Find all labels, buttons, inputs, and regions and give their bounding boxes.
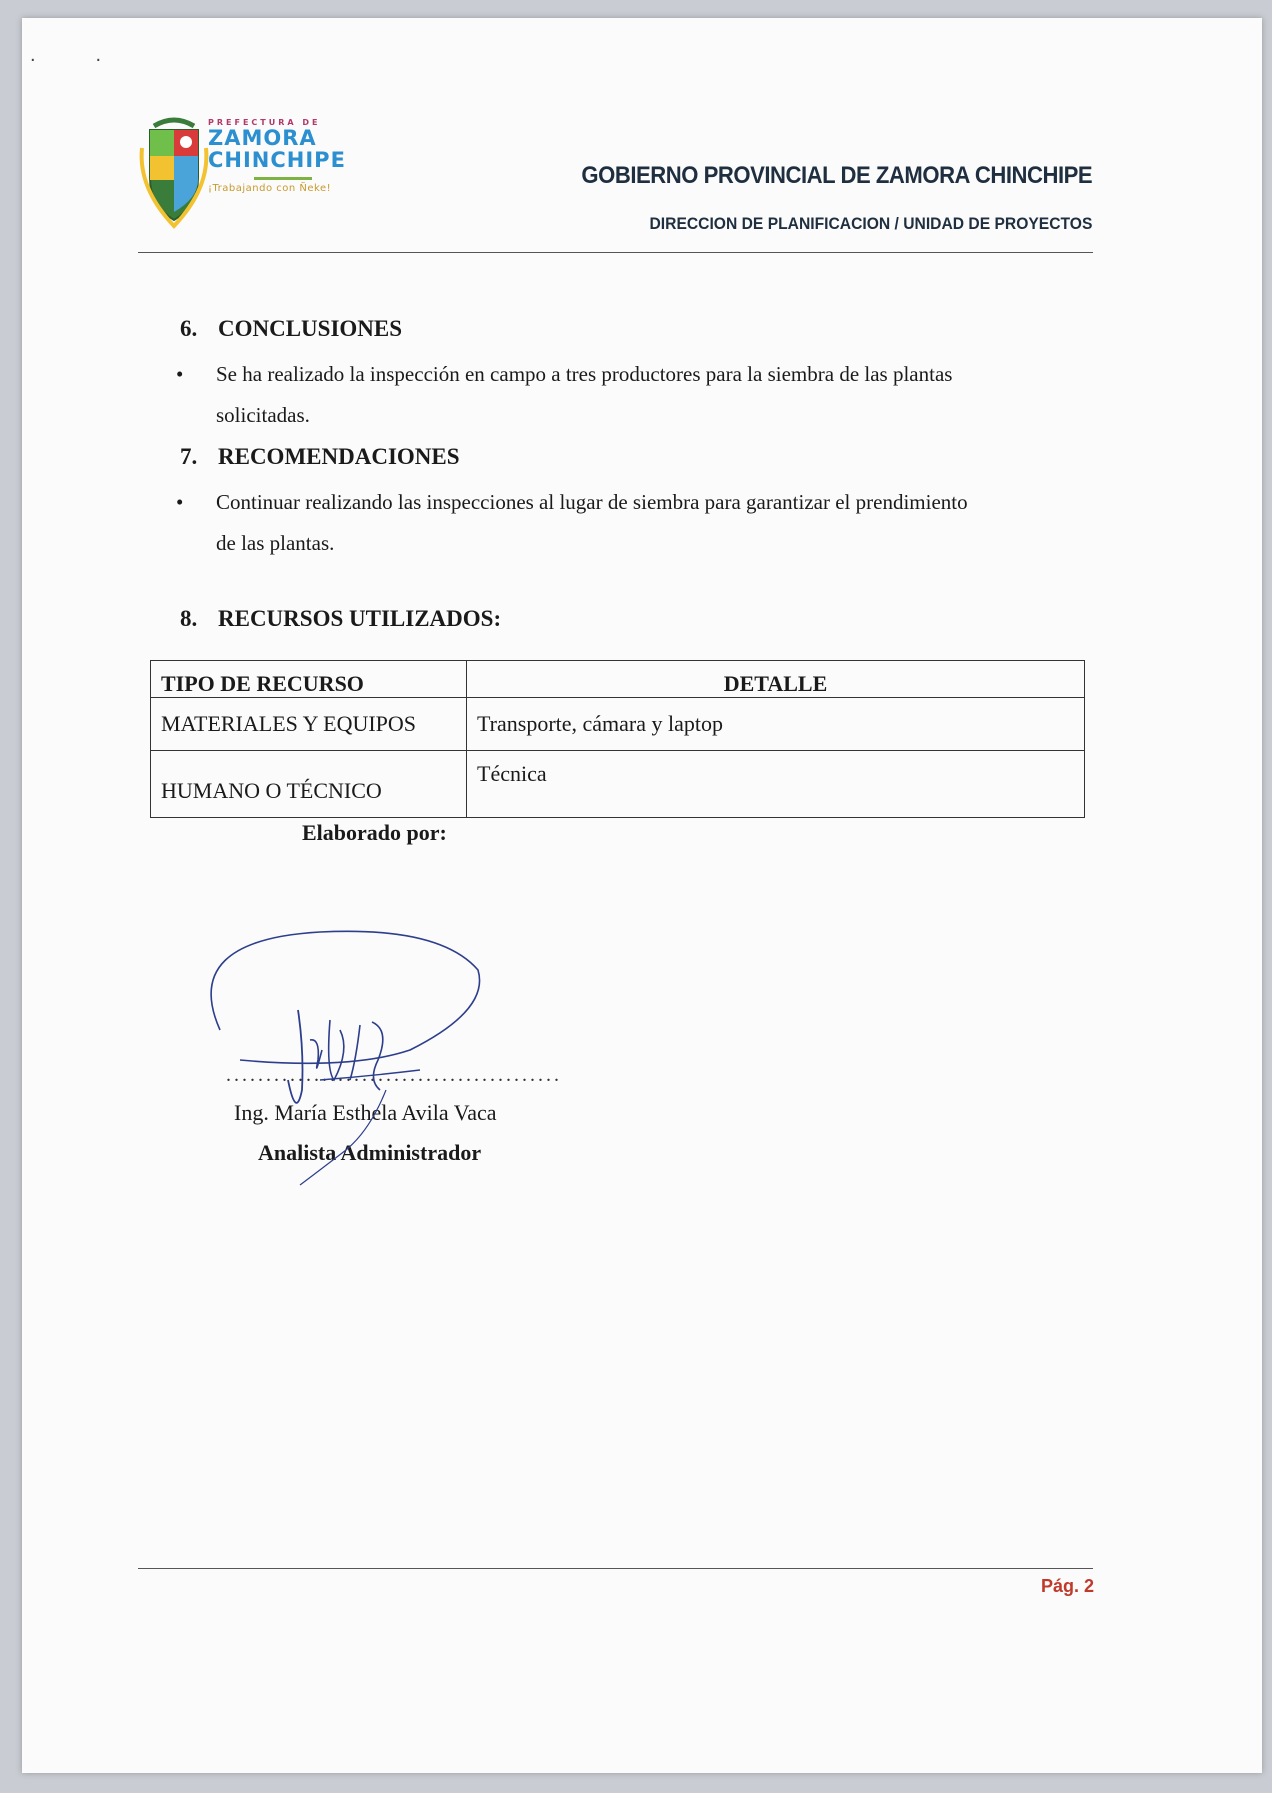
table-row: [151, 751, 1085, 818]
logo-divider: [254, 177, 312, 180]
bullet-marker: •: [176, 490, 184, 514]
table-row: [151, 698, 1085, 751]
table-header-detalle: DETALLE: [467, 661, 1085, 698]
recomendaciones-bullet: [176, 482, 1094, 564]
logo-tagline: ¡Trabajando con Ñeke!: [208, 183, 332, 194]
bullet-text-line2: solicitadas.: [216, 403, 310, 427]
signer-role: Analista Administrador: [258, 1140, 482, 1165]
logo-chinchipe: CHINCHIPE: [208, 148, 346, 172]
elaborado-por-label: Elaborado por:: [302, 820, 447, 845]
logo-prefix: PREFECTURA DE: [208, 118, 321, 127]
table-cell: Técnica: [467, 751, 1085, 818]
bullet-text-line1: Continuar realizando las inspecciones al lugar de siembra para garantizar el prendimiento: [216, 490, 968, 514]
logo-zamora: ZAMORA: [208, 126, 317, 150]
section-title: RECOMENDACIONES: [218, 444, 460, 469]
table-header-tipo: TIPO DE RECURSO: [151, 661, 467, 698]
bullet-text-line1: Se ha realizado la inspección en campo a tres productores para la siembra de las plantas: [216, 362, 953, 386]
document-page: [22, 18, 1262, 1773]
signature-line: ..........................................: [226, 1064, 562, 1086]
scan-marks: ..: [30, 44, 162, 66]
header-title: GOBIERNO PROVINCIAL DE ZAMORA CHINCHIPE: [581, 162, 1092, 189]
section-number: 8.: [180, 606, 198, 631]
bullet-marker: •: [176, 362, 184, 386]
header-subtitle: DIRECCION DE PLANIFICACION / UNIDAD DE PROYECTOS: [649, 214, 1092, 233]
handwritten-signature: [200, 930, 500, 1190]
page-number: Pág. 2: [1040, 1576, 1094, 1596]
table-cell: Transporte, cámara y laptop: [467, 698, 1085, 751]
conclusiones-bullet: [176, 354, 1094, 436]
table-cell: HUMANO O TÉCNICO: [151, 751, 467, 818]
signer-name: Ing. María Esthela Avila Vaca: [234, 1100, 497, 1125]
logo-text: [208, 118, 346, 194]
section-title: CONCLUSIONES: [218, 316, 403, 341]
section-conclusiones-heading: [180, 316, 402, 342]
header-rule: [138, 252, 1093, 253]
section-recomendaciones-heading: [180, 444, 460, 470]
section-title: RECURSOS UTILIZADOS:: [218, 606, 502, 631]
footer-rule: [138, 1568, 1093, 1569]
bullet-text-line2: de las plantas.: [216, 531, 335, 555]
section-number: 6.: [180, 316, 198, 341]
resources-table: [150, 660, 1085, 818]
section-number: 7.: [180, 444, 198, 469]
table-cell: MATERIALES Y EQUIPOS: [151, 698, 467, 751]
section-recursos-heading: [180, 606, 501, 632]
table-header-row: [151, 661, 1085, 698]
